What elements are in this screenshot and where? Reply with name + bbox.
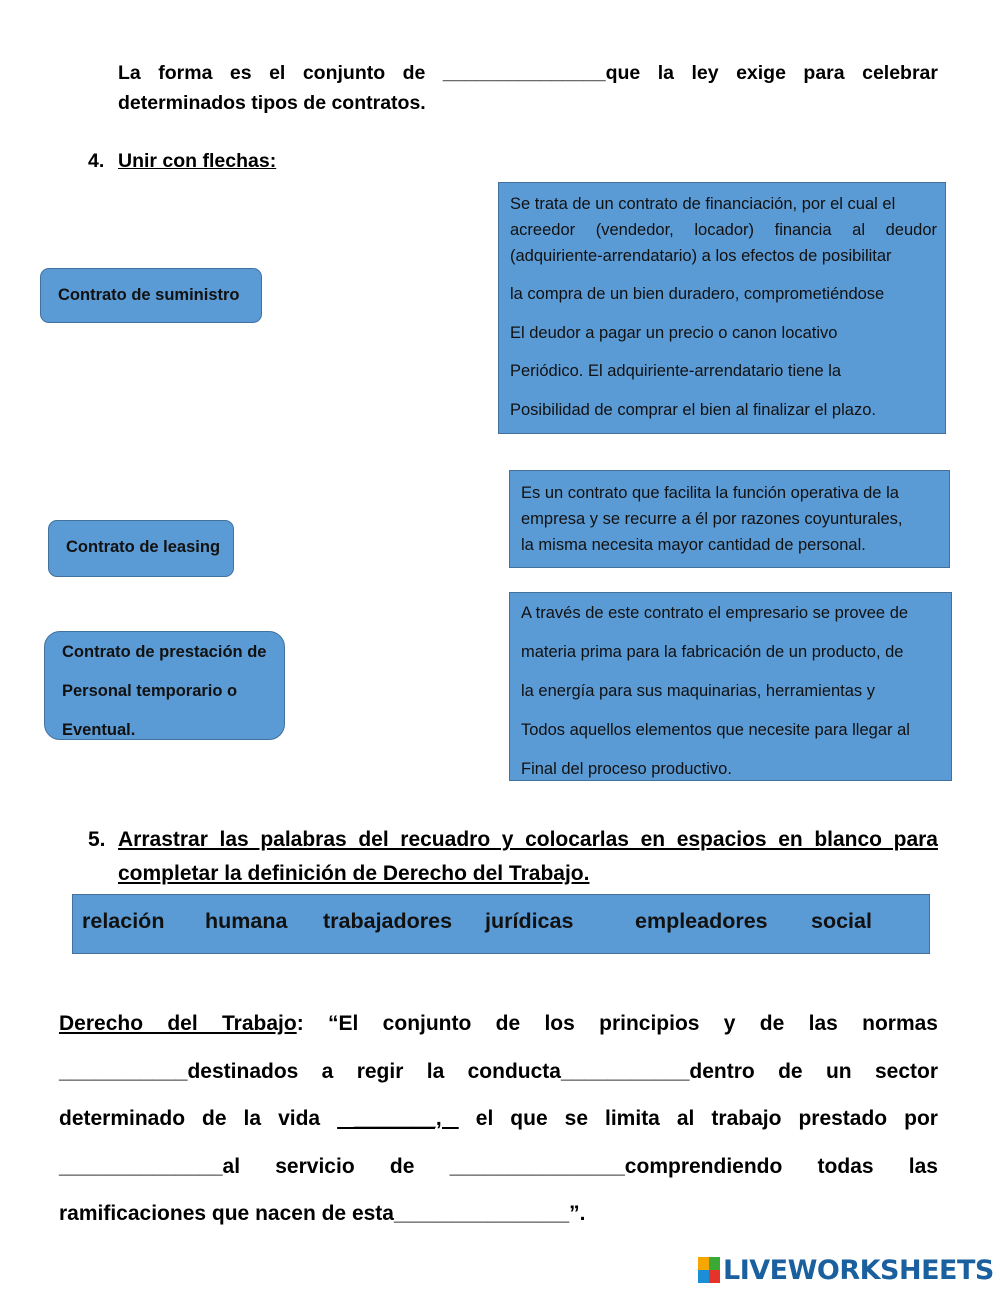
left-box-suministro[interactable] xyxy=(40,268,262,323)
definition-line: Posibilidad de comprar el bien al finalizar el plazo. xyxy=(510,401,876,419)
definition-line: Final del proceso productivo. xyxy=(521,760,732,778)
definition-line: El deudor a pagar un precio o canon locativo xyxy=(510,324,838,342)
right-box-leasing-definition[interactable] xyxy=(498,182,946,434)
definition-line: acreedor (vendedor, locador) financia al deudor xyxy=(510,221,937,239)
definition-line: Se trata de un contrato de financiación, por el cual el xyxy=(510,195,896,213)
definition-line-3-a: determinado de la vida xyxy=(59,1107,321,1130)
question-5-number: 5. xyxy=(88,828,106,851)
definition-line: Periódico. El adquiriente-arrendatario tiene la xyxy=(510,362,842,380)
left-box-label: Personal temporario o xyxy=(62,682,238,700)
definition-line: empresa y se recurre a él por razones coyunturales, xyxy=(521,510,903,528)
definition-line-4[interactable]: ______________al servicio de _______________comprendiendo todas las xyxy=(59,1154,938,1178)
definition-line: Todos aquellos elementos que necesite para llegar al xyxy=(521,721,910,739)
definition-line-1 xyxy=(59,1000,938,1048)
word-bank-item[interactable]: relación xyxy=(82,909,165,933)
word-bank-item[interactable]: jurídicas xyxy=(485,909,574,933)
left-box-leasing[interactable] xyxy=(48,520,234,577)
question-4-title: Unir con flechas: xyxy=(118,150,277,172)
word-bank-item[interactable]: empleadores xyxy=(635,909,768,933)
definition-line-3 xyxy=(59,1095,938,1143)
word-bank-item[interactable]: social xyxy=(811,909,872,933)
intro-paragraph xyxy=(118,58,938,118)
definition-line-3-b: el que se limita al trabajo prestado por xyxy=(475,1107,938,1130)
left-box-label: Eventual. xyxy=(62,721,136,739)
intro-line-1: La forma es el conjunto de _______________que la ley exige para celebrar xyxy=(118,62,938,84)
left-box-label: Contrato de suministro xyxy=(58,286,240,304)
definition-line-5[interactable]: ramificaciones que nacen de esta_______________”. xyxy=(59,1202,586,1225)
question-4-number: 4. xyxy=(88,150,105,172)
definition-paragraph xyxy=(59,1000,938,1238)
question-5-title-line-1: Arrastrar las palabras del recuadro y colocarlas en espacios en blanco para xyxy=(118,828,938,851)
definition-line: la compra de un bien duradero, comprometiéndose xyxy=(510,285,885,303)
question-5-title-line-2: completar la definición de Derecho del Trabajo. xyxy=(118,862,590,885)
intro-line-2: determinados tipos de contratos. xyxy=(118,92,426,114)
definition-line: (adquiriente-arrendatario) a los efectos de posibilitar xyxy=(510,247,892,265)
right-box-personal-definition[interactable] xyxy=(509,470,950,568)
left-box-label: Contrato de prestación de xyxy=(62,643,267,661)
word-bank-item[interactable]: trabajadores xyxy=(323,909,453,933)
left-box-label: Contrato de leasing xyxy=(66,538,221,556)
word-bank-item[interactable]: humana xyxy=(205,909,288,933)
definition-term: Derecho del Trabajo xyxy=(59,1012,297,1035)
blank-social[interactable]: _______, xyxy=(337,1107,459,1130)
definition-line: la energía para sus maquinarias, herramientas y xyxy=(521,682,876,700)
logo-icon xyxy=(698,1257,720,1283)
word-bank xyxy=(72,894,930,954)
definition-line: la misma necesita mayor cantidad de personal. xyxy=(521,536,866,554)
left-box-prestacion[interactable] xyxy=(44,631,285,740)
definition-line-2[interactable]: ___________destinados a regir la conducta___________dentro de un sector xyxy=(59,1059,938,1083)
logo-text: LIVEWORKSHEETS xyxy=(723,1254,994,1286)
definition-line: Es un contrato que facilita la función operativa de la xyxy=(521,484,899,502)
definition-colon: : xyxy=(296,1012,304,1035)
definition-line-1-text: “El conjunto de los principios y de las normas xyxy=(303,1012,938,1035)
right-box-suministro-definition[interactable] xyxy=(509,592,952,781)
definition-line: materia prima para la fabricación de un producto, de xyxy=(521,643,904,661)
definition-line: A través de este contrato el empresario se provee de xyxy=(521,604,909,622)
liveworksheets-logo xyxy=(698,1254,994,1286)
